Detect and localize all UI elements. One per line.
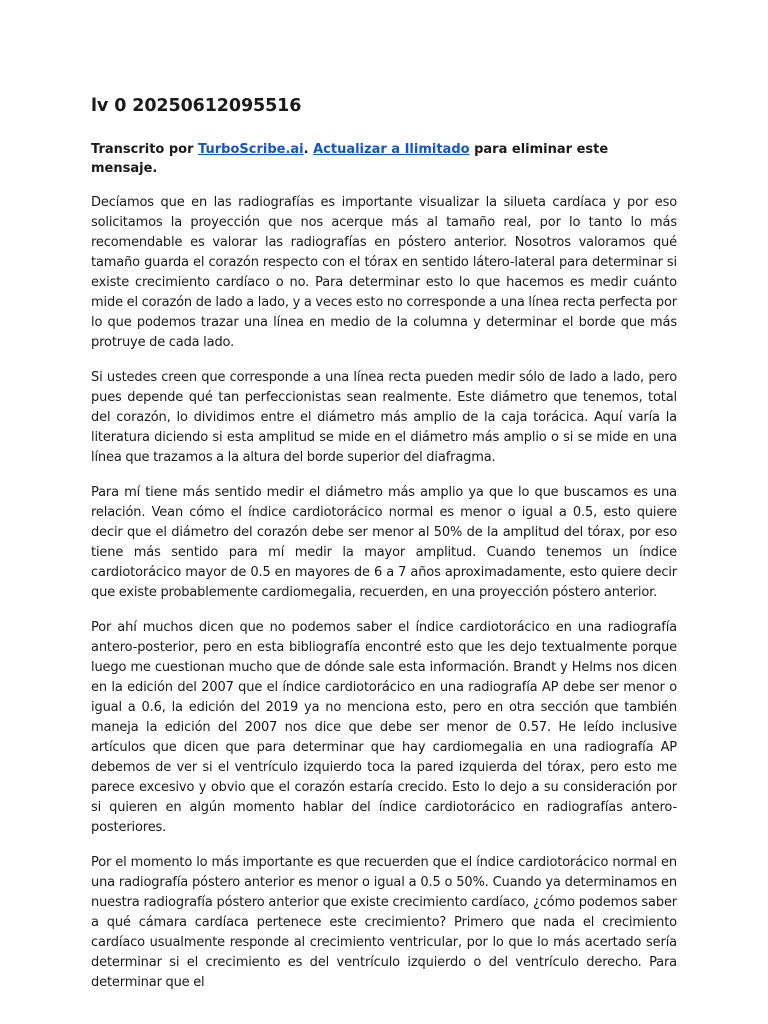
paragraph: Por ahí muchos dicen que no podemos saber el índice cardiotorácico en una radiografía antero-posterior, pero en esta bibliografía encontré esto que les dejo textualmente porque luego me cuestionan mucho que de dónde sale esta información. Brandt y Helms nos dicen en la edición del 2007 que el índice cardiotorácico en una radiografía AP debe ser menor o igual a 0.6, la edición del 2019 ya no menciona esto, pero en otra sección que también maneja la edición del 2007 nos dice que debe ser menor de 0.57. He leído inclusive artículos que dicen que para determinar que hay cardiomegalia en una radiografía AP debemos de ver si el ventrículo izquierdo toca la pared izquierda del tórax, pero esto me parece excesivo y obvio que el corazón estaría crecido. Esto lo dejo a su consideración por si quieren en algún momento hablar del índice cardiotorácico en radiografías antero-posteriores. xyxy=(91,620,677,835)
paragraph: Si ustedes creen que corresponde a una línea recta pueden medir sólo de lado a lado, pero pues depende qué tan perfeccionistas sean realmente. Este diámetro que tenemos, total del corazón, lo dividimos entre el diámetro más amplio de la caja torácica. Aquí varía la literatura diciendo si esta amplitud se mide en el diámetro más amplio o si se mide en una línea que trazamos a la altura del borde superior del diafragma. xyxy=(91,370,677,465)
paragraph: Decíamos que en las radiografías es importante visualizar la silueta cardíaca y por eso solicitamos la proyección que nos acerque más al tamaño real, por lo tanto lo más recomendable es valorar las radiografías en póstero anterior. Nosotros valoramos qué tamaño guarda el corazón respecto con el tórax en sentido látero-lateral para determinar si existe crecimiento cardíaco o no. Para determinar esto lo que hacemos es medir cuánto mide el corazón de lado a lado, y a veces esto no corresponde a una línea recta perfecta por lo que podemos trazar una línea en medio de la columna y determinar el borde que más protruye de cada lado. xyxy=(91,195,677,350)
transcription-notice xyxy=(91,140,677,178)
document-title: lv 0 20250612095516 xyxy=(91,96,302,116)
paragraph: Para mí tiene más sentido medir el diámetro más amplio ya que lo que buscamos es una relación. Vean cómo el índice cardiotorácico normal es menor o igual a 0.5, esto quiere decir que el diámetro del corazón debe ser menor al 50% de la amplitud del tórax, por eso tiene más sentido para mí medir la mayor amplitud. Cuando tenemos un índice cardiotorácico mayor de 0.5 en mayores de 6 a 7 años aproximadamente, esto quiere decir que existe probablemente cardiomegalia, recuerden, en una proyección póstero anterior. xyxy=(91,485,677,600)
turboscribe-link[interactable]: TurboScribe.ai xyxy=(198,142,304,157)
notice-separator: . xyxy=(303,142,314,157)
notice-prefix: Transcrito por xyxy=(91,142,199,157)
notice-suffix: para eliminar este mensaje. xyxy=(91,142,609,176)
upgrade-unlimited-link[interactable]: Actualizar a Ilimitado xyxy=(313,142,470,157)
paragraph: Por el momento lo más importante es que recuerden que el índice cardiotorácico normal en una radiografía póstero anterior es menor o igual a 0.5 o 50%. Cuando ya determinamos en nuestra radiografía póstero anterior que existe crecimiento cardíaco, ¿cómo podemos saber a qué cámara cardíaca pertenece este crecimiento? Primero que nada el crecimiento cardíaco usualmente responde al crecimiento ventricular, por lo que lo más acertado sería determinar si el crecimiento es del ventrículo izquierdo o del ventrículo derecho. Para determinar que el xyxy=(91,855,677,990)
